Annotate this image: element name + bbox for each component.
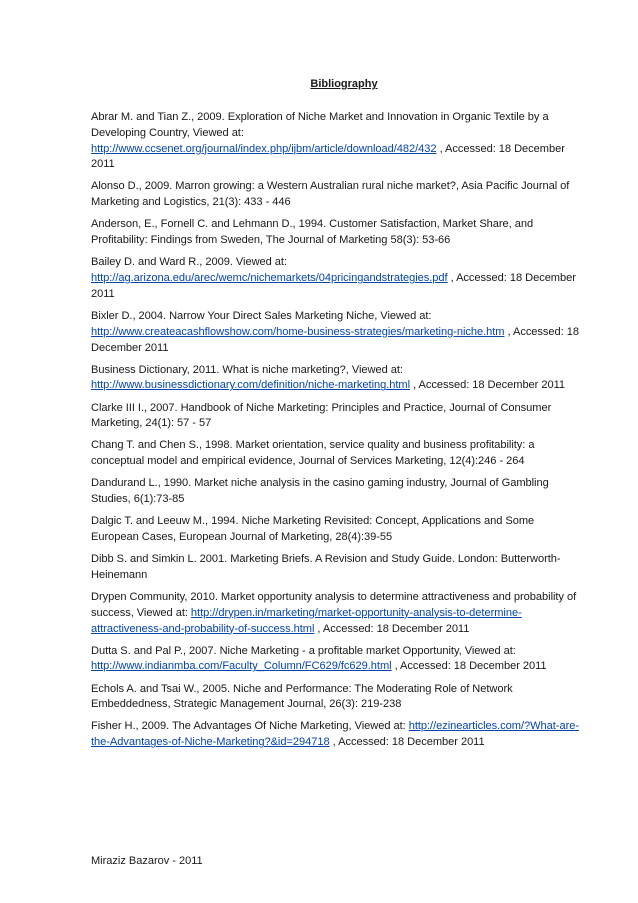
- reference-text: Alonso D., 2009. Marron growing: a Western Australian rural niche market?, Asia Pacific Journal of Marketing and Logistics, 21(3): 433 - 446: [91, 180, 570, 209]
- reference-entry: [91, 179, 583, 211]
- reference-accessed: , Accessed: 18 December 2011: [91, 142, 565, 171]
- page-footer: Miraziz Bazarov - 2011: [91, 855, 203, 867]
- reference-text: Drypen Community, 2010. Market opportunity analysis to determine attractiveness and probability of success, Viewed at:: [91, 590, 577, 619]
- reference-text: Dibb S. and Simkin L. 2001. Marketing Briefs. A Revision and Study Guide. London: Butterworth-Heinemann: [91, 553, 561, 581]
- reference-list: [91, 110, 583, 757]
- reference-entry: [91, 590, 583, 637]
- reference-text: Echols A. and Tsai W., 2005. Niche and Performance: The Moderating Role of Network Embeddedness, Strategic Management Journal, 26(3): 219-238: [91, 682, 513, 711]
- reference-link[interactable]: http://www.businessdictionary.com/definition/niche-marketing.html: [91, 379, 411, 392]
- reference-entry: [91, 644, 583, 676]
- reference-accessed: , Accessed: 18 December 2011: [329, 736, 485, 749]
- reference-text: Bailey D. and Ward R., 2009. Viewed at:: [91, 256, 287, 269]
- reference-entry: [91, 401, 583, 433]
- reference-text: Anderson, E., Fornell C. and Lehmann D., 1994. Customer Satisfaction, Market Share, and Profitability: Findings from Sweden, The Journal of Marketing 58(3): 53-66: [91, 218, 534, 247]
- reference-accessed: , Accessed: 18 December 2011: [391, 660, 547, 673]
- reference-text: Dandurand L., 1990. Market niche analysis in the casino gaming industry, Journal of Gambling Studies, 6(1):73-85: [91, 477, 549, 506]
- reference-link[interactable]: http://www.indianmba.com/Faculty_Column/FC629/fc629.html: [91, 660, 392, 673]
- reference-entry: [91, 476, 583, 508]
- reference-text: Abrar M. and Tian Z., 2009. Exploration of Niche Market and Innovation in Organic Textile by a Developing Country, Viewed at:: [91, 111, 549, 139]
- reference-text: Dutta S. and Pal P., 2007. Niche Marketing - a profitable market Opportunity, Viewed at:: [91, 644, 516, 657]
- reference-link[interactable]: http://ezinearticles.com/?What-are-the-Advantages-of-Niche-Marketing?&id=294718: [91, 720, 579, 749]
- reference-link[interactable]: http://www.ccsenet.org/journal/index.php/ijbm/article/download/482/432: [91, 142, 437, 155]
- reference-entry: [91, 719, 583, 751]
- reference-text: Dalgic T. and Leeuw M., 1994. Niche Marketing Revisited: Concept, Applications and Some European Cases, European Journal of Marketing, 28(4):39-55: [91, 515, 535, 543]
- reference-accessed: , Accessed: 18 December 2011: [410, 379, 566, 392]
- reference-text: Clarke III I., 2007. Handbook of Niche Marketing: Principles and Practice, Journal of Consumer Marketing, 24(1): 57 - 57: [91, 401, 552, 430]
- reference-entry: [91, 552, 583, 584]
- reference-entry: [91, 255, 583, 302]
- reference-entry: [91, 363, 583, 395]
- reference-entry: [91, 217, 583, 249]
- reference-link[interactable]: http://www.createacashflowshow.com/home-business-strategies/marketing-niche.htm: [91, 325, 505, 338]
- reference-text: Business Dictionary, 2011. What is niche marketing?, Viewed at:: [91, 363, 403, 376]
- reference-entry: [91, 438, 583, 470]
- reference-accessed: , Accessed: 18 December 2011: [91, 272, 576, 300]
- reference-accessed: , Accessed: 18 December 2011: [91, 325, 579, 354]
- reference-text: Chang T. and Chen S., 1998. Market orientation, service quality and business profitability: a conceptual model and empirical evidence, Journal of Services Marketing, 12(4):246 - 264: [91, 439, 535, 468]
- reference-entry: [91, 110, 583, 173]
- reference-text: Bixler D., 2004. Narrow Your Direct Sales Marketing Niche, Viewed at:: [91, 309, 432, 322]
- page-title: Bibliography: [310, 78, 378, 90]
- reference-entry: [91, 514, 583, 546]
- reference-text: Fisher H., 2009. The Advantages Of Niche Marketing, Viewed at:: [91, 720, 409, 733]
- reference-link[interactable]: http://ag.arizona.edu/arec/wemc/nichemarkets/04pricingandstrategies.pdf: [91, 272, 448, 285]
- reference-accessed: , Accessed: 18 December 2011: [314, 622, 470, 635]
- reference-entry: [91, 309, 583, 356]
- reference-link[interactable]: http://drypen.in/marketing/market-opportunity-analysis-to-determine-attractiveness-and-probability-of-success.html: [91, 606, 522, 635]
- reference-entry: [91, 682, 583, 714]
